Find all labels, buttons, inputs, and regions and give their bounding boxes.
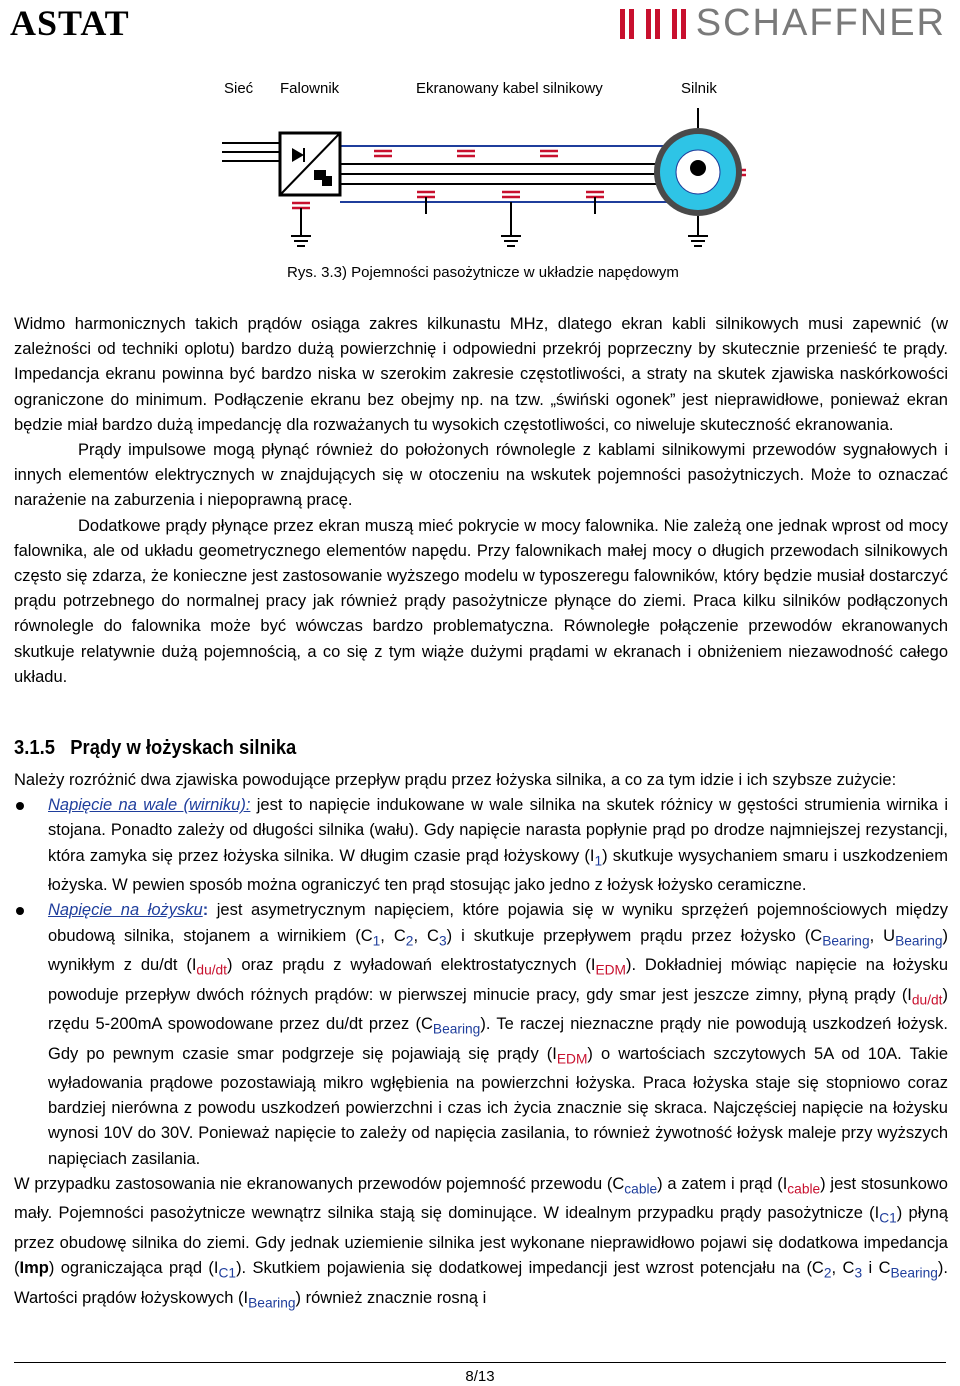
figure-label-motor: Silnik — [681, 80, 717, 97]
figure-caption: Rys. 3.3) Pojemności pasożytnicze w układzie napędowym — [287, 264, 679, 281]
schaffner-bars-icon — [620, 9, 686, 39]
figure-label-net: Sieć — [224, 80, 254, 97]
figure-label-cable: Ekranowany kabel silnikowy — [416, 80, 603, 97]
term-bearing-voltage: Napięcie na łożysku — [48, 901, 203, 920]
footer-divider — [14, 1362, 946, 1363]
schaffner-logo — [620, 2, 946, 45]
paragraph-1: Widmo harmonicznych takich prądów osiąga zakres kilkunastu MHz, dlatego ekran kabli silnikowych musi zapewnić (w zależności od techniki oplotu) bardzo dużą powierzchnię i odpowiedni przekrój poprzeczny by skutecznie przenieść te prądy. Impedancja ekranu powinna być bardzo niska w szerokim zakresie częstotliwości, a straty na skutek zjawiska naskórkowości ograniczone do minimum. Podłączenie ekranu bez obejmy np. na tzw. „świński ogonek” jest nieprawidłowe, ponieważ ekran będzie miał bardzo dużą impedancję dla rozważanych tu wysokich częstotliwości, co niweluje skuteczność ekranowania. — [14, 315, 948, 434]
bullet-icon — [16, 907, 24, 915]
page-header — [0, 0, 960, 50]
body-text — [14, 312, 948, 690]
section-heading: 3.1.5 Prądy w łożyskach silnika — [14, 737, 297, 759]
list-item-shaft-voltage: Napięcie na wale (wirniku): jest to napięcie indukowane w wale silnika na skutek różnicy w gęstości strumienia wirnika i stojana. Ponadto zależy od długości silnika (wału). Gdy napięcie narasta popłynie prąd po drodze najmniejszej rezystancji, która zamyka się przez łożyska silnika. W długim czasie prąd łożyskowy $(I_1)$ skutkuje wysychaniem smaru i uszkodzeniem łożyska. W pewien sposób można ograniczyć ten prąd stosując jako jedno z łożysk łożysko ceramiczne. — [14, 793, 948, 898]
paragraph-cable: W przypadku zastosowania nie ekranowanych przewodów pojemność przewodu $(C_{cable})$ a zatem i prąd $(I_{cable})$ jest stosunkowo mały. Pojemności pasożytnicze wewnątrz silnika stają się dominujące. W idealnym przypadku prądy pasożytnicze $(I_{C1})$ płyną przez obudowę silnika do ziemi. Gdy jednak uziemienie silnika jest wykonane nieprawidłowo pojawi się dodatkowa impedancja (Imp) ograniczająca prąd $(I_{C1})$. Skutkiem pojawienia się dodatkowej impedancji jest wzrost potencjału na ($C_2$, $C_3$ i $C_{Bearing}$). Wartości prądów łożyskowych $(I_{Bearing})$ również znacznie rosną i — [14, 1174, 948, 1310]
astat-logo: ASTAT — [10, 3, 130, 43]
paragraph-2: Prądy impulsowe mogą płynąć również do położonych równolegle z kablami silnikowymi przewodów sygnałowych i innych elementów elektrycznych w znajdujących się w otoczeniu na wskutek pojemności pasożytniczych. Może to oznaczać narażenie na zaburzenia i niepoprawną pracę. — [14, 441, 948, 510]
term-shaft-voltage: Napięcie na wale (wirniku): — [48, 796, 251, 815]
page-number: 8/13 — [465, 1368, 495, 1385]
parasitic-capacitance-diagram — [222, 108, 752, 262]
bullet-icon — [16, 802, 24, 810]
section-body — [14, 768, 948, 1315]
section-intro: Należy rozróżnić dwa zjawiska powodujące przepływ prądu przez łożyska silnika, a co za tym idzie i ich szybsze zużycie: — [14, 771, 897, 789]
schaffner-wordmark: SCHAFFNER — [695, 2, 946, 44]
paragraph-3: Dodatkowe prądy płynące przez ekran muszą mieć pokrycie w mocy falownika. Nie zależą one jednak wprost od mocy falownika, ale od układu geometrycznego elementów napędu. Przy falownikach małej mocy o długich przewodach silnikowych często się zdarza, że konieczne jest zastosowanie wyższego modelu w typoszeregu falowników, który będzie musiał dostarczyć prądu potrzebnego do normalnej pracy jak również prądy pasożytnicze płynące do ziemi. Praca kilku silników podłączonych równolegle do falownika może być wówczas bardzo problematyczna. Równoległe połączenie przewodów ekranowanych skutkuje relatywnie dużą pojemnością, a co się z tym wiąże dużymi prądami w ekranach i obniżeniem niezawodność całego układu. — [14, 516, 948, 686]
list-item-bearing-voltage: Napięcie na łożysku: jest asymetrycznym napięciem, które pojawia się w wyniku sprzężeń pojemnościowych między obudową silnika, stojanem a wirnikiem ($C_1$, $C_2$, $C_3$) i skutkuje przepływem prądu przez łożysko ($C_{Bearing}$, $U_{Bearing}$) wynikłym z du/dt $(I_{du/dt})$ oraz prądu z wyładowań elektrostatycznych $(I_{EDM})$. Dokładniej mówiąc napięcie na łożysku powoduje przepływ dwóch różnych prądów: w pierwszej minucie pracy, gdy smar jest jeszcze zimny, płyną prądy $(I_{du/dt})$ rzędu 5-200mA spowodowane przez du/dt przez $(C_{Bearing})$. Te raczej nieznaczne prądy nie powodują uszkodzeń łożysk. Gdy po pewnym czasie smar podgrzeje się pojawiają się prądy $(I_{EDM})$ o wartościach szczytowych 5A od 10A. Takie wyładowania prądowe pozostawiają mikro wgłębienia na powierzchni łożyska. Praca łożyska staje się stopniowo coraz bardziej nierówna z powodu uszkodzeń powierzchni i czas ich życia znacznie się skraca. Najczęściej napięcie na łożysku wynosi 10V do 30V. Ponieważ napięcie to zależy od napięcia zasilania, to również żywotność łożysk maleje przy wyższych napięciach zasilania. — [14, 898, 948, 1172]
figure-label-inverter: Falownik — [280, 80, 340, 97]
